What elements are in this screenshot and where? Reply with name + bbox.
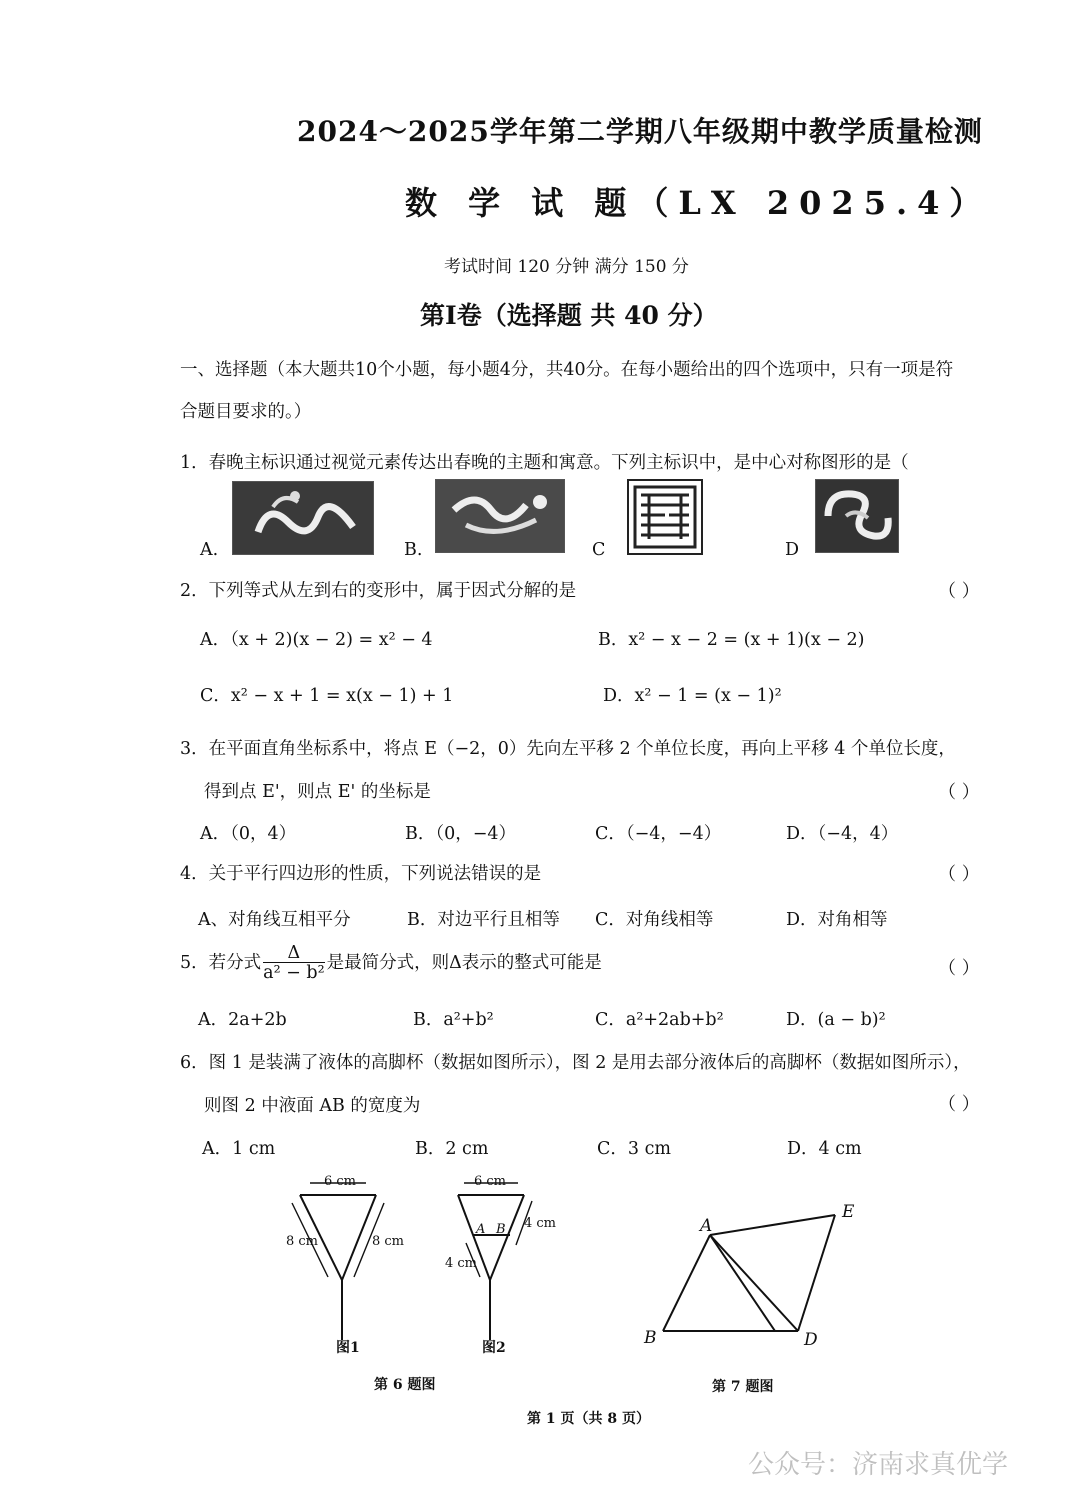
q6-option-b: B．2 cm <box>415 1139 489 1159</box>
q2-option-b: B．x² − x − 2 = (x + 1)(x − 2) <box>598 630 865 650</box>
q6-option-d: D．4 cm <box>787 1139 862 1159</box>
q7-point-e: E <box>842 1202 855 1222</box>
watermark: 公众号：济南求真优学 <box>748 1450 1009 1480</box>
q5-option-b: B．a²+b² <box>413 1010 494 1030</box>
q7-segment-ad <box>710 1235 798 1331</box>
q7-segment-ab <box>663 1235 710 1331</box>
fig2-left-label: 4 cm <box>445 1256 478 1271</box>
q7-point-b: B <box>644 1328 657 1348</box>
q5-frac-den: a² − b² <box>263 963 325 983</box>
q4-option-d: D．对角相等 <box>786 910 888 930</box>
q5-option-c: C．a²+2ab+b² <box>595 1010 724 1030</box>
q1-label-c: C <box>592 540 606 560</box>
fig2-point-a: A <box>476 1222 486 1237</box>
fig1-right-label: 8 cm <box>372 1234 405 1249</box>
fig1-caption: 图1 <box>336 1340 360 1356</box>
q3-option-c: C．（−4，−4） <box>595 824 722 844</box>
q2-stem: 2．下列等式从左到右的变形中，属于因式分解的是 <box>180 581 577 601</box>
q5-option-a: A．2a+2b <box>198 1010 287 1030</box>
q5-frac-num: Δ <box>263 944 324 963</box>
fig2-right-label: 4 cm <box>524 1216 557 1231</box>
q7-segment-ae <box>710 1215 835 1235</box>
q7-segment-ed <box>798 1215 835 1331</box>
section-title: 第Ⅰ卷（选择题 共 40 分） <box>420 301 718 330</box>
instructions-line-1: 一、选择题（本大题共10个小题，每小题4分，共40分。在每小题给出的四个选项中，只有一项是符 <box>180 360 954 380</box>
q2-answer-paren: （ ） <box>938 581 980 602</box>
fig1-top-label: 6 cm <box>324 1174 357 1189</box>
q1-stem: 1．春晚主标识通过视觉元素传达出春晚的主题和寓意。下列主标识中，是中心对称图形的是（ <box>180 453 909 473</box>
fig2-point-b: B <box>496 1222 506 1237</box>
q3-stem: 3．在平面直角坐标系中，将点 E（−2，0）先向左平移 2 个单位长度，再向上平移 4 个单位长度， <box>180 739 956 759</box>
page-number: 第 1 页（共 8 页） <box>527 1411 650 1427</box>
q6-option-a: A．1 cm <box>202 1139 276 1159</box>
q2-option-d: D．x² − 1 = (x − 1)² <box>603 686 782 706</box>
q1-label-b: B. <box>404 540 423 560</box>
q6-stem-2: 则图 2 中液面 AB 的宽度为 <box>204 1096 421 1116</box>
q1-logo-a <box>232 481 374 555</box>
fig1-left-label: 8 cm <box>286 1234 319 1249</box>
q5-option-d: D．(a − b)² <box>786 1010 886 1030</box>
q3-stem-2: 得到点 E'，则点 E' 的坐标是 <box>204 782 431 802</box>
q4-answer-paren: （ ） <box>938 864 980 885</box>
q6-figure-caption: 第 6 题图 <box>374 1377 436 1393</box>
q3-option-b: B．（0，−4） <box>405 824 517 844</box>
q2-option-c: C．x² − x + 1 = x(x − 1) + 1 <box>200 686 454 706</box>
q4-stem: 4．关于平行四边形的性质，下列说法错误的是 <box>180 864 542 884</box>
q6-answer-paren: （ ） <box>938 1094 980 1115</box>
q7-point-d: D <box>804 1330 818 1350</box>
q4-option-c: C．对角线相等 <box>595 910 714 930</box>
q7-segment-ac <box>710 1235 775 1331</box>
logo-a-image <box>233 482 373 554</box>
q6-stem: 6．图 1 是装满了液体的高脚杯（数据如图所示），图 2 是用去部分液体后的高脚杯（数据如图所示）， <box>180 1053 971 1073</box>
fig1-right-side <box>342 1195 376 1280</box>
q4-option-b: B．对边平行且相等 <box>407 910 560 930</box>
q3-option-d: D．（−4，4） <box>786 824 899 844</box>
q1-logo-b <box>435 479 565 553</box>
fig2-top-label: 6 cm <box>474 1174 507 1189</box>
q7-point-a: A <box>700 1216 713 1236</box>
logo-b-image <box>436 480 564 552</box>
q5-stem-post: 是最简分式，则Δ表示的整式可能是 <box>326 953 602 973</box>
instructions-line-2: 合题目要求的。） <box>180 402 312 422</box>
q5-stem-pre: 5．若分式 <box>180 953 262 973</box>
q1-label-d: D <box>785 540 800 560</box>
q2-option-a: A．（x + 2)(x − 2) = x² − 4 <box>200 630 433 650</box>
logo-c-image <box>629 481 701 553</box>
subject-title: 数 学 试 题（LX 2025.4） <box>405 184 992 222</box>
q3-option-a: A．（0，4） <box>200 824 297 844</box>
q5-answer-paren: （ ） <box>938 958 980 979</box>
q3-answer-paren: （ ） <box>938 782 980 803</box>
q5-stem <box>180 944 602 983</box>
q4-option-a: A、对角线互相平分 <box>198 910 351 930</box>
q5-fraction <box>263 944 324 983</box>
fig2-caption: 图2 <box>482 1340 506 1356</box>
q7-figure-caption: 第 7 题图 <box>712 1379 774 1395</box>
logo-d-image <box>816 480 898 552</box>
exam-title: 2024～2025学年第二学期八年级期中教学质量检测 <box>297 115 983 148</box>
q1-logo-c <box>627 479 703 555</box>
q6-figures <box>270 1165 570 1365</box>
q1-label-a: A. <box>200 540 219 560</box>
exam-info: 考试时间 120 分钟 满分 150 分 <box>444 257 689 277</box>
q7-figure <box>630 1195 870 1355</box>
q1-logo-d <box>815 479 899 553</box>
q6-option-c: C．3 cm <box>597 1139 671 1159</box>
